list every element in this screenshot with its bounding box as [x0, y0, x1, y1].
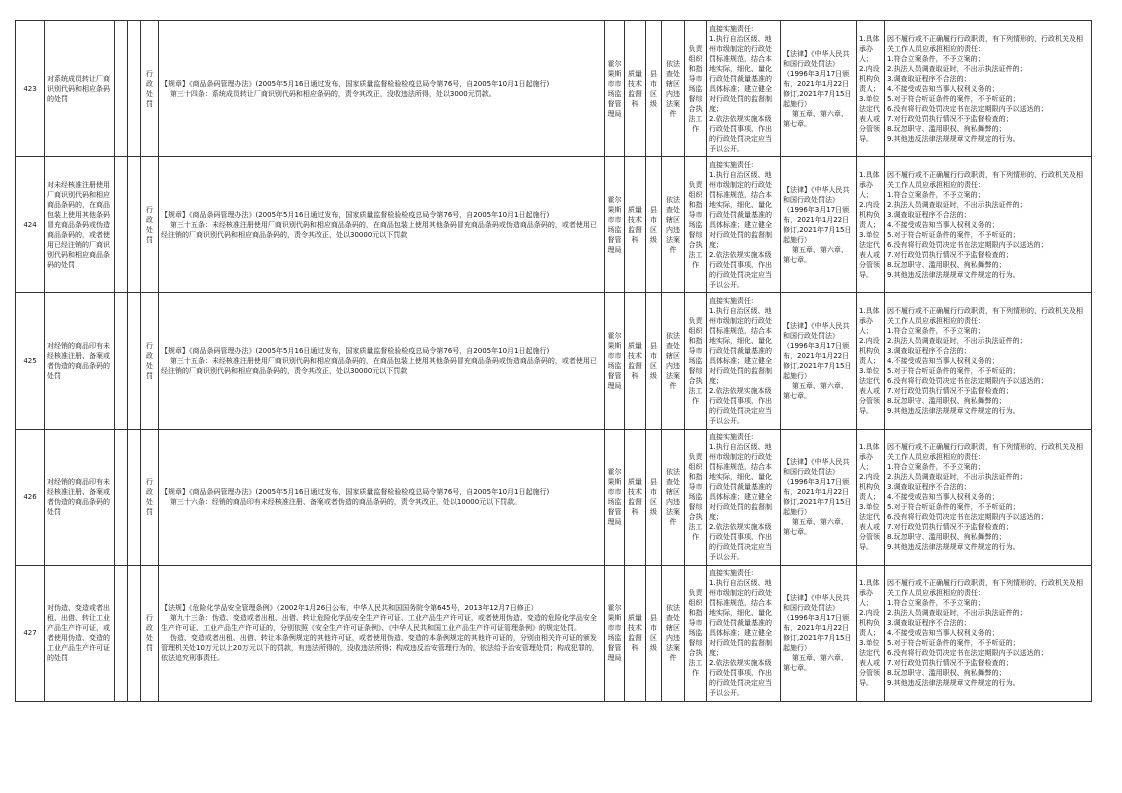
empty-cell: [128, 565, 141, 701]
item-name: 对系统成员转让厂商识别代码和相应条码的处罚: [45, 21, 115, 157]
implementing-unit: 质量 技术 监督 科: [625, 157, 646, 293]
accountability-law: 【法律】《中华人民共和国行政处罚法》（1996年3月17日颁布，2021年1月22日修订,2021年7月15日起施行） 第五章、第六章、第七章。: [781, 429, 857, 565]
empty-cell: [128, 429, 141, 565]
row-number: 423: [16, 21, 45, 157]
implementation-responsibility: 直接实施责任: 1.执行自治区级、地州市级制定的行政处罚标准规范，结合本地实际，细化、量化行政处罚裁量基准的具体标准；建立健全对行政处罚的监督制度； 2.依法依规实施本级行政处罚事项，作出的行政处罚决定应当予以公开。: [707, 565, 781, 701]
implementing-unit: 质量 技术 监督 科: [625, 293, 646, 429]
jurisdiction-scope: 依法 查处 辖区 内违 法案 件: [662, 21, 685, 157]
responsible-persons: 1.具体承办人； 2.内设机构负责人； 3.单位法定代表人或分管领导。: [857, 21, 885, 157]
responsible-persons: 1.具体承办人； 2.内设机构负责人； 3.单位法定代表人或分管领导。: [857, 157, 885, 293]
legal-basis: 【规章】《商品条码管理办法》(2005年5月16日通过发布，国家质量监督检验检疫总局令第76号，自2005年10月1日起施行) 第三十四条：系统成员转让厂商识别代码和相应条码的，责令其改正，没收违法所得，处以3000元罚款。: [159, 21, 605, 157]
table-row: [16, 429, 1092, 565]
jurisdiction-scope: 依法 查处 辖区 内违 法案 件: [662, 293, 685, 429]
implementation-level: 县市 区级: [646, 565, 662, 701]
accountability-law: 【法律】《中华人民共和国行政处罚法》（1996年3月17日颁布，2021年1月22日修订,2021年7月15日起施行） 第五章、第六章、第七章。: [781, 565, 857, 701]
implementing-unit: 质量 技术 监督 科: [625, 21, 646, 157]
department-duty: 负责 组织 和指 导市 场监 督综 合执 法工 作: [685, 429, 707, 565]
implementation-level: 县市 区级: [646, 21, 662, 157]
item-type: 行政处罚: [141, 565, 159, 701]
jurisdiction-scope: 依法 查处 辖区 内违 法案 件: [662, 565, 685, 701]
item-type: 行政处罚: [141, 21, 159, 157]
responsible-persons: 1.具体承办人； 2.内设机构负责人； 3.单位法定代表人或分管领导。: [857, 293, 885, 429]
legal-basis: 【规章】《商品条码管理办法》(2005年5月16日通过发布，国家质量监督检验检疫总局令第76号，自2005年10月1日起施行) 第三十五条：未经核准注册使用厂商识别代码和相应商品条码的，在商品包装上使用其他条码冒充商品条码或伪造商品条码的，或者使用已经注销的厂商识别代码和相应商品条码的，责令其改正，处以30000元以下罚款: [159, 157, 605, 293]
table-row: [16, 21, 1092, 157]
accountability-law: 【法律】《中华人民共和国行政处罚法》（1996年3月17日颁布，2021年1月22日修订,2021年7月15日起施行） 第五章、第六章、第七章。: [781, 21, 857, 157]
row-number: 424: [16, 157, 45, 293]
implementing-unit: 质量 技术 监督 科: [625, 429, 646, 565]
empty-cell: [115, 565, 128, 701]
liability-circumstances: 因不履行或不正确履行行政职责，有下列情形的，行政机关及相关工作人员应承担相应的责任： 1.符合立案条件，不予立案的； 2.执法人员调查取证时，不出示执法证件的； 3.调查取证程序不合法的； 4.不接受或告知当事人权利义务的； 5.对于符合听证条件的案件，不予听证的； 6.没有将行政处罚决定书在法定期限内予以送达的； 7.对行政处罚执行情况不予监督检查的； 8.玩忽职守、滥用职权、徇私舞弊的； 9.其他违反法律法规规章文件规定的行为。: [885, 429, 1092, 565]
responsible-persons: 1.具体承办人； 2.内设机构负责人； 3.单位法定代表人或分管领导。: [857, 429, 885, 565]
empty-cell: [115, 429, 128, 565]
implementing-department: 霍尔 果斯 市市 场监 督管 理局: [605, 293, 625, 429]
implementation-level: 县市 区级: [646, 429, 662, 565]
responsible-persons: 1.具体承办人； 2.内设机构负责人； 3.单位法定代表人或分管领导。: [857, 565, 885, 701]
legal-basis: 【规章】《商品条码管理办法》(2005年5月16日通过发布，国家质量监督检验检疫总局令第76号，自2005年10月1日起施行) 第三十五条：未经核准注册使用厂商识别代码和相应商品条码的，在商品包装上使用其他条码冒充商品条码或伪造商品条码的，或者使用已经注销的厂商识别代码和相应商品条码的，责令其改正，处以30000元以下罚款: [159, 293, 605, 429]
table-row: [16, 565, 1092, 701]
legal-basis: 【规章】《商品条码管理办法》(2005年5月16日通过发布，国家质量监督检验检疫总局令第76号，自2005年10月1日起施行) 第三十六条：经销的商品印有未经核准注册、备案或者伪造的商品条码的，责令其改正，处以10000元以下罚款。: [159, 429, 605, 565]
implementation-responsibility: 直接实施责任: 1.执行自治区级、地州市级制定的行政处罚标准规范，结合本地实际，细化、量化行政处罚裁量基准的具体标准；建立健全对行政处罚的监督制度； 2.依法依规实施本级行政处罚事项，作出的行政处罚决定应当予以公开。: [707, 429, 781, 565]
department-duty: 负责 组织 和指 导市 场监 督综 合执 法工 作: [685, 293, 707, 429]
implementation-responsibility: 直接实施责任: 1.执行自治区级、地州市级制定的行政处罚标准规范，结合本地实际，细化、量化行政处罚裁量基准的具体标准；建立健全对行政处罚的监督制度； 2.依法依规实施本级行政处罚事项，作出的行政处罚决定应当予以公开。: [707, 293, 781, 429]
empty-cell: [128, 157, 141, 293]
implementing-unit: 质量 技术 监督 科: [625, 565, 646, 701]
item-type: 行政处罚: [141, 429, 159, 565]
empty-cell: [115, 157, 128, 293]
liability-circumstances: 因不履行或不正确履行行政职责，有下列情形的，行政机关及相关工作人员应承担相应的责任： 1.符合立案条件，不予立案的； 2.执法人员调查取证时，不出示执法证件的； 3.调查取证程序不合法的； 4.不接受或告知当事人权利义务的； 5.对于符合听证条件的案件，不予听证的； 6.没有将行政处罚决定书在法定期限内予以送达的； 7.对行政处罚执行情况不予监督检查的； 8.玩忽职守、滥用职权、徇私舞弊的； 9.其他违反法律法规规章文件规定的行为。: [885, 293, 1092, 429]
empty-cell: [128, 293, 141, 429]
liability-circumstances: 因不履行或不正确履行行政职责，有下列情形的，行政机关及相关工作人员应承担相应的责任： 1.符合立案条件，不予立案的； 2.执法人员调查取证时，不出示执法证件的； 3.调查取证程序不合法的； 4.不接受或告知当事人权利义务的； 5.对于符合听证条件的案件，不予听证的； 6.没有将行政处罚决定书在法定期限内予以送达的； 7.对行政处罚执行情况不予监督检查的； 8.玩忽职守、滥用职权、徇私舞弊的； 9.其他违反法律法规规章文件规定的行为。: [885, 565, 1092, 701]
empty-cell: [115, 21, 128, 157]
implementation-level: 县市 区级: [646, 157, 662, 293]
jurisdiction-scope: 依法 查处 辖区 内违 法案 件: [662, 157, 685, 293]
item-name: 对未经核准注册使用厂商识别代码和相应商品条码的，在商品包装上使用其他条码冒充商品条码或伪造商品条码的，或者使用已经注销的厂商识别代码和相应商品条码的处罚: [45, 157, 115, 293]
item-name: 对经销的商品印有未经核准注册、备案或者伪造的商品条码的处罚: [45, 429, 115, 565]
item-type: 行政处罚: [141, 157, 159, 293]
empty-cell: [115, 293, 128, 429]
legal-basis: 【法规】《危险化学品安全管理条例》（2002年1月26日公布，中华人民共和国国务院令第645号，2013年12月7日修正） 第九十三条：伪造、变造或者出租、出借、转让危险化学品安全生产许可证、工业产品生产许可证，或者使用伪造、变造的危险化学品安全生产许可证、工业产品生产许可证的，分别依照《安全生产许可证条例》、《中华人民共和国工业产品生产许可证管理条例》的规定处罚。 伪造、变造或者出租、出借、转让本条例规定的其他许可证，或者使用伪造、变造的本条例规定的其他许可证的，分别由相关许可证的颁发管理机关处10万元以上20万元以下的罚款，有违法所得的，没收违法所得；构成违反治安管理行为的，依法给予治安管理处罚；构成犯罪的，依法追究刑事责任。: [159, 565, 605, 701]
row-number: 425: [16, 293, 45, 429]
implementing-department: 霍尔 果斯 市市 场监 督管 理局: [605, 21, 625, 157]
item-name: 对经销的商品印有未经核准注册、备案或者伪造的商品条码的处罚: [45, 293, 115, 429]
department-duty: 负责 组织 和指 导市 场监 督综 合执 法工 作: [685, 157, 707, 293]
jurisdiction-scope: 依法 查处 辖区 内违 法案 件: [662, 429, 685, 565]
item-name: 对伪造、变造或者出租、出借、转让工业产品生产许可证，或者使用伪造、变造的工业产品生产许可证的处罚: [45, 565, 115, 701]
implementation-responsibility: 直接实施责任: 1.执行自治区级、地州市级制定的行政处罚标准规范，结合本地实际，细化、量化行政处罚裁量基准的具体标准；建立健全对行政处罚的监督制度； 2.依法依规实施本级行政处罚事项，作出的行政处罚决定应当予以公开。: [707, 21, 781, 157]
implementing-department: 霍尔 果斯 市市 场监 督管 理局: [605, 565, 625, 701]
item-type: 行政处罚: [141, 293, 159, 429]
liability-circumstances: 因不履行或不正确履行行政职责，有下列情形的，行政机关及相关工作人员应承担相应的责任： 1.符合立案条件，不予立案的； 2.执法人员调查取证时，不出示执法证件的； 3.调查取证程序不合法的； 4.不接受或告知当事人权利义务的； 5.对于符合听证条件的案件，不予听证的； 6.没有将行政处罚决定书在法定期限内予以送达的； 7.对行政处罚执行情况不予监督检查的； 8.玩忽职守、滥用职权、徇私舞弊的； 9.其他违反法律法规规章文件规定的行为。: [885, 21, 1092, 157]
row-number: 426: [16, 429, 45, 565]
implementation-responsibility: 直接实施责任: 1.执行自治区级、地州市级制定的行政处罚标准规范，结合本地实际，细化、量化行政处罚裁量基准的具体标准；建立健全对行政处罚的监督制度； 2.依法依规实施本级行政处罚事项，作出的行政处罚决定应当予以公开。: [707, 157, 781, 293]
table-row: [16, 157, 1092, 293]
department-duty: 负责 组织 和指 导市 场监 督综 合执 法工 作: [685, 21, 707, 157]
implementation-level: 县市 区级: [646, 293, 662, 429]
responsibility-table: [15, 20, 1092, 702]
implementing-department: 霍尔 果斯 市市 场监 督管 理局: [605, 429, 625, 565]
implementing-department: 霍尔 果斯 市市 场监 督管 理局: [605, 157, 625, 293]
accountability-law: 【法律】《中华人民共和国行政处罚法》（1996年3月17日颁布，2021年1月22日修订,2021年7月15日起施行） 第五章、第六章、第七章。: [781, 293, 857, 429]
empty-cell: [128, 21, 141, 157]
table-row: [16, 293, 1092, 429]
department-duty: 负责 组织 和指 导市 场监 督综 合执 法工 作: [685, 565, 707, 701]
accountability-law: 【法律】《中华人民共和国行政处罚法》（1996年3月17日颁布，2021年1月22日修订,2021年7月15日起施行） 第五章、第六章、第七章。: [781, 157, 857, 293]
liability-circumstances: 因不履行或不正确履行行政职责，有下列情形的，行政机关及相关工作人员应承担相应的责任： 1.符合立案条件，不予立案的； 2.执法人员调查取证时，不出示执法证件的； 3.调查取证程序不合法的； 4.不接受或告知当事人权利义务的； 5.对于符合听证条件的案件，不予听证的； 6.没有将行政处罚决定书在法定期限内予以送达的； 7.对行政处罚执行情况不予监督检查的； 8.玩忽职守、滥用职权、徇私舞弊的； 9.其他违反法律法规规章文件规定的行为。: [885, 157, 1092, 293]
row-number: 427: [16, 565, 45, 701]
